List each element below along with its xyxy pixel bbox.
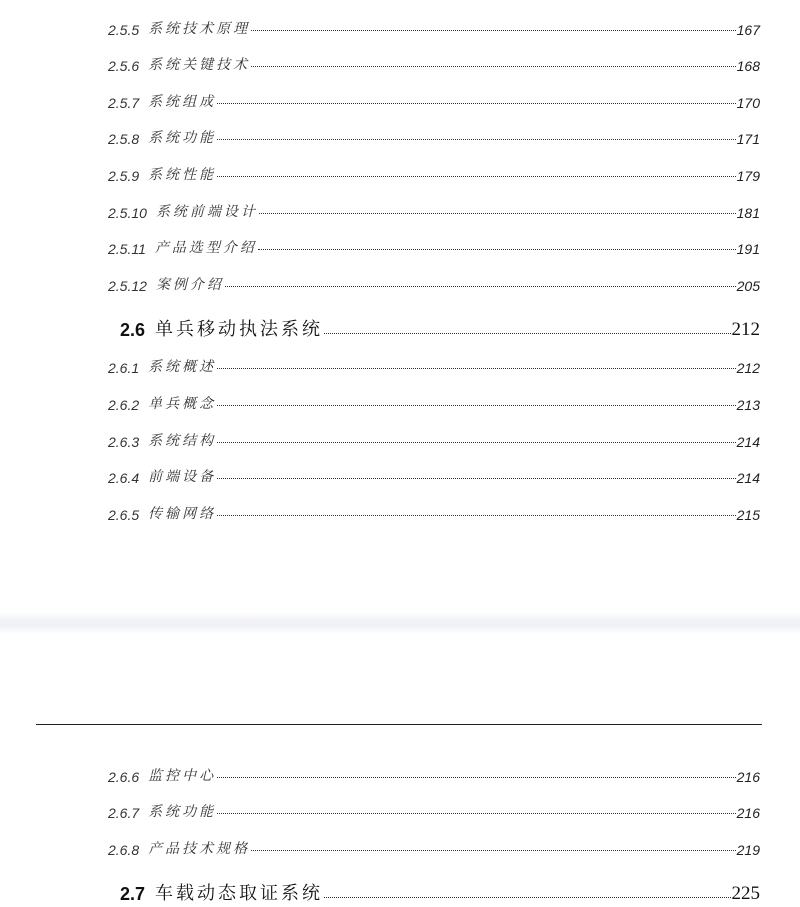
toc-subsection-entry[interactable]: [108, 379, 760, 416]
toc-dot-leader: [217, 813, 736, 814]
toc-entry-page: 214: [736, 470, 760, 487]
toc-entry-title: 系统功能: [148, 804, 217, 821]
toc-subsection-entry[interactable]: [108, 751, 760, 788]
toc-entry-page: 171: [736, 131, 760, 148]
toc-entry-page: 215: [736, 506, 760, 523]
toc-entry-page: 167: [736, 21, 760, 38]
toc-entry-page: 214: [736, 433, 760, 450]
toc-subsection-entry[interactable]: [108, 41, 760, 78]
toc-entry-title: 系统性能: [148, 166, 217, 183]
toc-subsection-entry[interactable]: [108, 224, 760, 261]
toc-dot-leader: [251, 66, 736, 67]
toc-subsection-entry[interactable]: [108, 489, 760, 526]
toc-entry-number: 2.6.8: [108, 841, 140, 858]
toc-dot-leader: [225, 286, 736, 287]
toc-entry-title: 系统前端设计: [155, 203, 258, 220]
toc-dot-leader: [251, 850, 736, 851]
toc-entry-page: 170: [736, 94, 760, 111]
toc-subsection-entry[interactable]: [108, 114, 760, 151]
toc-dot-leader: [217, 103, 736, 104]
toc-entry-title: 产品选型介绍: [154, 240, 257, 257]
toc-list-upper: [108, 4, 760, 526]
toc-subsection-entry[interactable]: [108, 77, 760, 114]
toc-entry-number: 2.5.5: [108, 21, 140, 38]
toc-entry-number: 2.6: [120, 319, 146, 340]
toc-dot-leader: [217, 442, 736, 443]
toc-entry-number: 2.6.5: [108, 506, 140, 523]
toc-entry-title: 案例介绍: [155, 276, 224, 293]
toc-entry-title: 系统组成: [148, 93, 217, 110]
toc-entry-number: 2.6.1: [108, 360, 140, 377]
toc-entry-number: 2.5.10: [108, 204, 147, 221]
toc-entry-number: 2.5.6: [108, 58, 140, 75]
toc-entry-page: 168: [736, 58, 760, 75]
toc-entry-title: 系统技术原理: [148, 20, 251, 37]
toc-dot-leader: [217, 478, 736, 479]
toc-entry-page: 216: [736, 805, 760, 822]
toc-entry-number: 2.5.11: [108, 241, 146, 258]
toc-dot-leader: [324, 897, 730, 898]
toc-entry-title: 前端设备: [148, 469, 217, 486]
toc-entry-page: 212: [731, 318, 760, 340]
page-break: [0, 612, 800, 634]
toc-entry-number: 2.5.12: [108, 277, 147, 294]
toc-subsection-entry[interactable]: [108, 824, 760, 861]
toc-subsection-entry[interactable]: [108, 150, 760, 187]
toc-entry-number: 2.6.2: [108, 396, 140, 413]
toc-section-entry[interactable]: [108, 297, 760, 343]
toc-entry-page: 205: [736, 277, 760, 294]
toc-entry-number: 2.7: [120, 883, 146, 904]
toc-subsection-entry[interactable]: [108, 187, 760, 224]
toc-entry-title: 产品技术规格: [148, 840, 251, 857]
toc-entry-title: 监控中心: [148, 767, 217, 784]
toc-entry-page: 191: [736, 241, 760, 258]
toc-dot-leader: [217, 368, 736, 369]
toc-entry-title: 单兵移动执法系统: [155, 318, 324, 340]
toc-list-lower: [108, 751, 760, 907]
toc-entry-title: 车载动态取证系统: [155, 882, 324, 904]
header-rule: [36, 724, 762, 725]
toc-subsection-entry[interactable]: [108, 343, 760, 380]
toc-dot-leader: [217, 515, 736, 516]
toc-dot-leader: [217, 176, 736, 177]
toc-entry-title: 系统功能: [148, 130, 217, 147]
toc-entry-number: 2.6.3: [108, 433, 140, 450]
toc-subsection-entry[interactable]: [108, 788, 760, 825]
toc-entry-number: 2.5.7: [108, 94, 140, 111]
toc-entry-title: 系统关键技术: [148, 57, 251, 74]
toc-entry-number: 2.6.7: [108, 805, 140, 822]
toc-dot-leader: [217, 777, 736, 778]
toc-subsection-entry[interactable]: [108, 416, 760, 453]
toc-dot-leader: [324, 333, 730, 334]
toc-dot-leader: [258, 249, 736, 250]
toc-page-lower: [0, 634, 800, 904]
toc-entry-page: 181: [736, 204, 760, 221]
toc-dot-leader: [217, 139, 736, 140]
toc-dot-leader: [259, 213, 736, 214]
toc-entry-page: 216: [736, 768, 760, 785]
toc-entry-page: 179: [736, 167, 760, 184]
toc-entry-number: 2.5.9: [108, 167, 140, 184]
toc-subsection-entry[interactable]: [108, 453, 760, 490]
toc-subsection-entry[interactable]: [108, 4, 760, 41]
toc-entry-title: 传输网络: [148, 505, 217, 522]
toc-entry-title: 系统结构: [148, 432, 217, 449]
toc-entry-number: 2.6.4: [108, 470, 140, 487]
toc-dot-leader: [251, 30, 736, 31]
toc-entry-number: 2.6.6: [108, 768, 140, 785]
toc-entry-title: 系统概述: [148, 359, 217, 376]
toc-entry-number: 2.5.8: [108, 131, 140, 148]
toc-dot-leader: [217, 405, 736, 406]
toc-entry-page: 212: [736, 360, 760, 377]
toc-subsection-entry[interactable]: [108, 260, 760, 297]
toc-entry-page: 219: [736, 841, 760, 858]
toc-entry-page: 213: [736, 396, 760, 413]
toc-entry-page: 225: [731, 882, 760, 904]
toc-entry-title: 单兵概念: [148, 395, 217, 412]
